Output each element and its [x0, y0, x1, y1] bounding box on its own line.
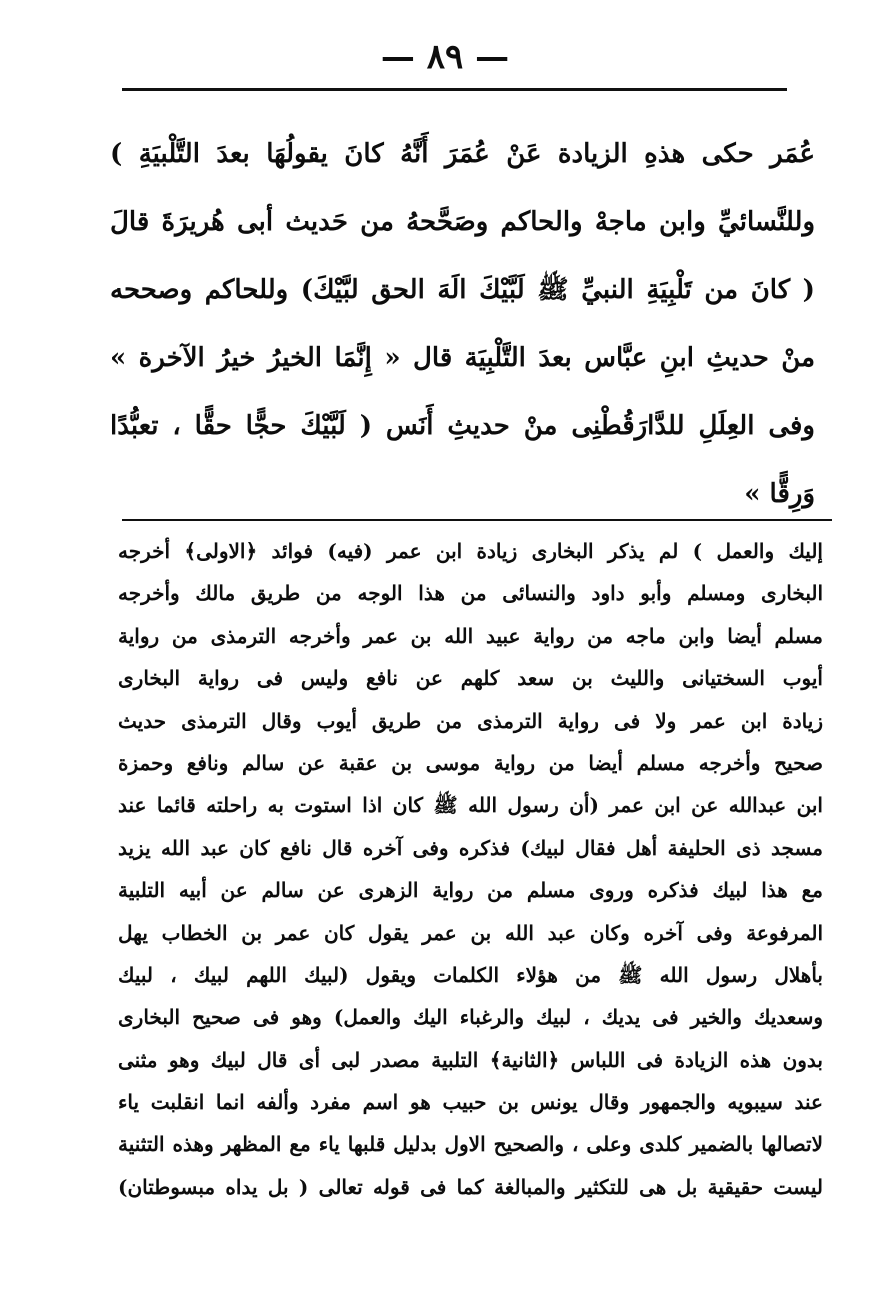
footnote-line: مع هذا لبيك فذكره وروى مسلم من رواية الزهرى عن سالم عن أبيه التلبية [118, 878, 823, 903]
footnote-line: المرفوعة وفى آخره وكان عبد الله بن عمر يقول كان عمر بن الخطاب يهل [118, 920, 823, 945]
footnote-line: زيادة ابن عمر ولا فى رواية الترمذى من طريق أيوب وقال الترمذى حديث [118, 708, 823, 733]
footnote-line: ليست حقيقية بل هى للتكثير والمبالغة كما فى قوله تعالى ( بل يداه مبسوطتان) [118, 1174, 823, 1199]
main-line: وللنَّسائيِّ وابن ماجهْ والحاكم وصَحَّحهُ من حَديث أبى هُريرَةَ قالَ [110, 207, 815, 237]
footnote-text [118, 530, 823, 1208]
footnote-line: وسعديك والخير فى يديك ، لبيك والرغباء اليك والعمل) وهو فى صحيح البخارى [118, 1005, 823, 1030]
main-text [110, 120, 815, 528]
main-line: عُمَر حكى هذهِ الزيادة عَنْ عُمَرَ أَنَّهُ كانَ يقولُهَا بعدَ التَّلْبيَةِ ) [110, 139, 815, 169]
footnote-line: بأهلال رسول الله ﷺ من هؤلاء الكلمات ويقول (لبيك اللهم لبيك ، لبيك [118, 962, 823, 987]
footnote-line: ابن عبدالله عن ابن عمر (أن رسول الله ﷺ كان اذا استوت به راحلته قائما عند [118, 793, 823, 818]
header-rule [122, 88, 787, 91]
footnote-line: مسلم أيضا وابن ماجه من رواية عبيد الله بن عمر وأخرجه الترمذى من رواية [118, 623, 823, 648]
page-number: — ٨٩ — [380, 37, 510, 77]
footnote-line: لاتصالها بالضمير كلدى وعلى ، والصحيح الاول بدليل قلبها ياء مع المظهر وهذه التثنية [118, 1132, 823, 1157]
footnote-line: بدون هذه الزيادة فى اللباس ﴿الثانية﴾ التلبية مصدر لبى أى قال لبيك وهو مثنى [118, 1047, 823, 1072]
footnote-line: صحيح وأخرجه مسلم أيضا من رواية موسى بن عقبة عن سالم ونافع وحمزة [118, 750, 823, 775]
main-line: منْ حديثِ ابنِ عبَّاس بعدَ التَّلْبِيَة قال « إِنَّمَا الخيرُ خيرُ الآخرة » [110, 343, 815, 373]
main-line: ( كانَ من تَلْبِيَةِ النبيِّ ﷺ لَبَّيْكَ الَهَ الحق لبَّيْكَ) وللحاكم وصححه [110, 275, 815, 305]
main-line: وَرِقًّا » [744, 479, 815, 509]
footnote-rule [122, 519, 832, 521]
footnote-line: مسجد ذى الحليفة أهل فقال لبيك) فذكره وفى آخره قال نافع كان عبد الله يزيد [118, 835, 823, 860]
main-line: وفى العِلَلِ للدَّارَقُطْنِى منْ حديثِ أَنَس ( لَبَّيْكَ حجًّا حقًّا ، تعبُّدًا [110, 411, 815, 441]
footnote-line: أيوب السختيانى والليث بن سعد كلهم عن نافع وليس فى رواية البخارى [118, 666, 823, 691]
footnote-line: البخارى ومسلم وأبو داود والنسائى من هذا الوجه من طريق مالك وأخرجه [118, 581, 823, 606]
footnote-line: إليك والعمل ) لم يذكر البخارى زيادة ابن عمر (فيه) فوائد ﴿الاولى﴾ أخرجه [118, 539, 823, 563]
footnote-line: عند سيبويه والجمهور وقال يونس بن حبيب هو اسم مفرد وألفه انما انقلبت ياء [118, 1090, 823, 1115]
